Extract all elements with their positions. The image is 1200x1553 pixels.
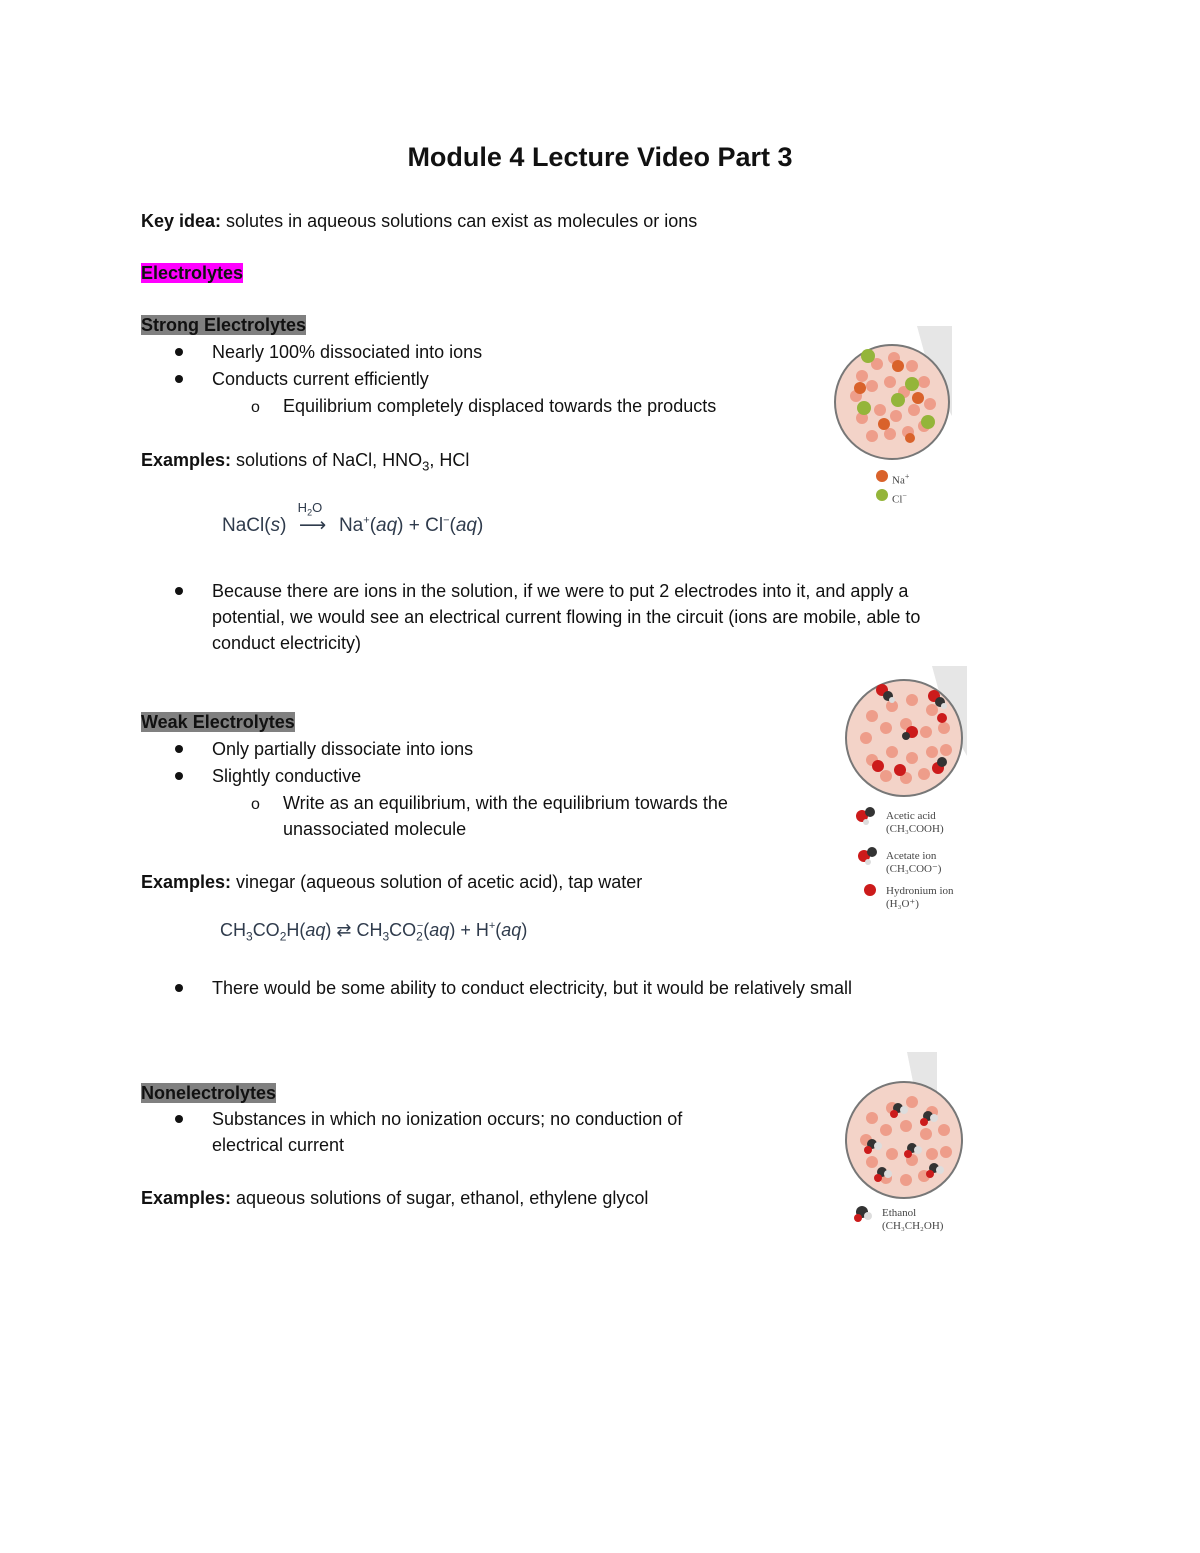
nonelectrolyte-illustration — [842, 1052, 972, 1232]
weak-heading — [141, 710, 295, 734]
weak-explanation-text: There would be some ability to conduct electricity, but it would be relatively small — [212, 978, 852, 998]
page-title: Module 4 Lecture Video Part 3 — [407, 142, 793, 172]
key-idea — [141, 209, 697, 233]
legend-na — [892, 470, 909, 488]
strong-examples-text-after: , HCl — [429, 450, 470, 470]
legend-acetate-ion — [886, 850, 941, 876]
weak-explanation — [212, 976, 852, 1000]
electrolytes-heading — [141, 261, 243, 285]
weak-sub-bullet-1: Write as an equilibrium, with the equilibrium towards the — [283, 793, 728, 813]
strong-sub-marker — [251, 394, 260, 420]
legend-acetate-name: Acetate ion — [886, 850, 937, 862]
strong-bullet-1-text: Nearly 100% dissociated into ions — [212, 342, 483, 362]
eq-aq-2: aq — [455, 515, 477, 536]
weak-heading-text: Weak Electrolytes — [141, 712, 295, 732]
sub-bullet-marker: o — [251, 399, 260, 416]
eq-nacl: NaCl( — [222, 515, 271, 536]
eq2-s1: 3 — [246, 929, 253, 944]
legend-acetic-acid-name: Acetic acid — [886, 810, 936, 822]
bullet-icon — [174, 374, 184, 384]
strong-bullet-2 — [212, 367, 429, 391]
legend-acetate-formula: (CH₃COO⁻) — [886, 863, 942, 875]
weak-sub-marker — [251, 791, 260, 817]
eq2-p5: CO — [389, 920, 417, 940]
eq2-sup2: + — [488, 920, 496, 932]
bullet-icon — [174, 771, 184, 781]
eq2-p3: H( — [286, 920, 306, 940]
strong-sub-bullet: Equilibrium completely displaced towards the products — [283, 396, 717, 416]
non-examples-label: Examples: — [141, 1188, 232, 1208]
strong-explanation-3: conduct electricity) — [212, 633, 362, 653]
nacl-equation: NaCl(s) $H_2O$ ⟶ Na+(aq) + Cl−(aq) — [222, 500, 484, 536]
weak-bullet-1-text: Only partially dissociate into ions — [212, 739, 474, 759]
strong-bullet-2-text: Conducts current efficiently — [212, 369, 429, 389]
legend-na-label: Na — [892, 474, 905, 487]
weak-examples-text: vinegar (aqueous solution of acetic acid), tap water — [231, 872, 643, 892]
weak-bullet-2 — [212, 764, 361, 788]
non-heading-text: Nonelectrolytes — [141, 1083, 277, 1103]
non-examples-text: aqueous solutions of sugar, ethanol, ethylene glycol — [231, 1188, 649, 1208]
legend-ethanol-name: Ethanol — [882, 1207, 917, 1219]
electrolytes-heading-text: Electrolytes — [141, 263, 244, 283]
non-bullet-2: electrical current — [212, 1135, 345, 1155]
eq2-aq-2: aq — [429, 920, 450, 940]
strong-explanation-1-text: Because there are ions in the solution, if we were to put 2 electrodes into it, and apply a — [212, 581, 909, 601]
eq-h: H — [297, 500, 308, 515]
weak-bullet-1 — [212, 737, 473, 761]
legend-cl-label: Cl — [892, 493, 903, 506]
legend-cl — [892, 489, 907, 507]
bullet-icon — [174, 983, 184, 993]
eq-close: ) — [280, 515, 287, 536]
non-bullet-1 — [212, 1107, 682, 1131]
legend-acetic-acid-formula: (CH₃COOH) — [886, 823, 944, 835]
strong-examples — [141, 448, 469, 479]
eq2-p2: CO — [252, 920, 280, 940]
eq2-aq-3: aq — [501, 920, 522, 940]
eq-arrow: ⟶ — [299, 515, 327, 536]
eq-arrow-group — [292, 500, 334, 537]
eq2-p8: ( — [495, 920, 502, 940]
eq-o: O — [312, 500, 323, 515]
weak-bullet-2-text: Slightly conductive — [212, 766, 362, 786]
strong-heading — [141, 313, 306, 337]
strong-explanation-2: potential, we would see an electrical current flowing in the circuit (ions are mobile, able to — [212, 607, 921, 627]
strong-explanation-1 — [212, 579, 908, 603]
weak-electrolyte-illustration — [842, 666, 972, 916]
non-examples — [141, 1186, 648, 1210]
eq2-aq-1: aq — [305, 920, 326, 940]
strong-examples-label: Examples: — [141, 450, 232, 470]
weak-examples — [141, 870, 642, 894]
sub-bullet-marker: o — [251, 796, 260, 813]
eq2-s2: 2 — [279, 929, 287, 944]
legend-hydronium-formula: (H₃O⁺) — [886, 898, 919, 910]
eq-na: Na — [338, 515, 364, 536]
strong-examples-text: solutions of NaCl, HNO — [231, 450, 423, 470]
eq2-p9: ) — [521, 920, 528, 940]
eq-na-sup: + — [363, 514, 370, 527]
eq2-p4: ) ⇄ CH — [325, 920, 383, 940]
strong-heading-text: Strong Electrolytes — [141, 315, 307, 335]
eq-state: s — [270, 515, 281, 536]
bullet-icon — [174, 586, 184, 596]
legend-hydronium-ion — [886, 885, 954, 911]
eq2-sup1: − — [416, 920, 424, 932]
bullet-icon — [174, 347, 184, 357]
eq2-p1: CH — [220, 920, 246, 940]
eq-cl: + Cl — [403, 515, 444, 536]
weak-examples-label: Examples: — [141, 872, 232, 892]
legend-hydronium-name: Hydronium ion — [886, 885, 954, 897]
legend-ethanol — [882, 1207, 943, 1233]
strong-bullet-1 — [212, 340, 482, 364]
legend-acetic-acid — [886, 810, 944, 836]
eq-aq-1: aq — [376, 515, 398, 536]
eq2-s4: 2 — [416, 929, 423, 944]
non-heading — [141, 1081, 276, 1105]
eq-cl-sup: − — [443, 514, 450, 527]
eq2-p6: ( — [423, 920, 430, 940]
bullet-icon — [174, 744, 184, 754]
weak-sub-bullet-2: unassociated molecule — [283, 819, 467, 839]
bullet-icon — [174, 1114, 184, 1124]
acetic-equation — [220, 920, 527, 944]
eq2-s3: 3 — [382, 929, 390, 944]
legend-na-sup: + — [904, 472, 910, 481]
eq-h-sub: 2 — [307, 507, 313, 518]
non-bullet-1-text: Substances in which no ionization occurs; no conduction of — [212, 1109, 683, 1129]
eq2-p7: ) + H — [449, 920, 489, 940]
strong-examples-sub: 3 — [422, 458, 430, 474]
key-idea-text: solutes in aqueous solutions can exist as molecules or ions — [221, 211, 698, 231]
legend-cl-sup: − — [902, 491, 907, 500]
eq-over-arrow — [298, 500, 323, 518]
legend-ethanol-formula: (CH₃CH₂OH) — [882, 1220, 944, 1232]
key-idea-label: Key idea: — [141, 211, 222, 231]
